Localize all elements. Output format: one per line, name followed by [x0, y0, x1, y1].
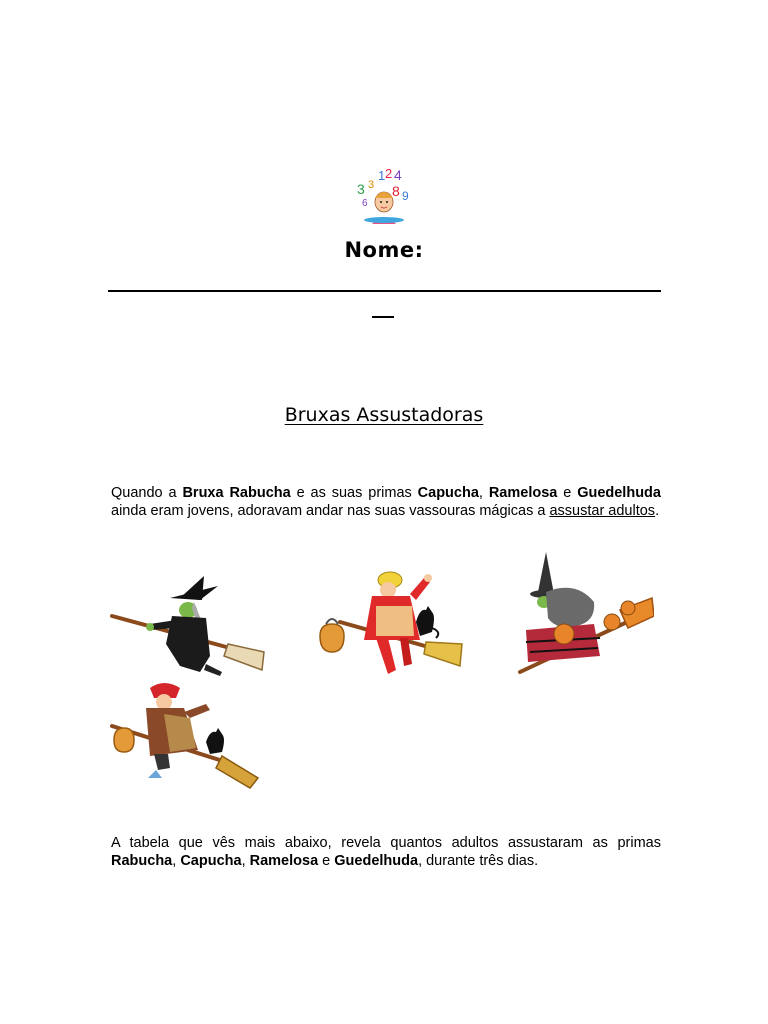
witch-brown-cat-broom-icon — [110, 678, 260, 790]
intro-paragraph: Quando a Bruxa Rabucha e as suas primas Capucha, Ramelosa e Guedelhuda ainda eram jovens, adoravam andar nas suas vassouras mágicas a assustar adultos. — [111, 485, 661, 519]
name-field-line — [108, 290, 661, 292]
svg-text:3: 3 — [368, 179, 375, 191]
numbers-girl-icon — [354, 166, 414, 224]
witch-red-dress-cat-broom-icon — [316, 566, 464, 678]
svg-text:3: 3 — [357, 181, 365, 197]
worksheet-title: Bruxas Assustadoras — [284, 404, 484, 426]
svg-text:9: 9 — [402, 189, 409, 203]
svg-text:4: 4 — [394, 167, 402, 183]
name-label: Nome: — [344, 238, 424, 262]
svg-text:8: 8 — [392, 183, 400, 199]
table-intro-paragraph: A tabela que vês mais abaixo, revela quantos adultos assustaram as primas Rabucha, Capucha, Ramelosa e Guedelhuda, durante três dias. — [111, 835, 661, 869]
svg-text:2: 2 — [385, 166, 393, 181]
svg-text:1: 1 — [378, 168, 386, 183]
witch-black-hat-broom-icon — [110, 572, 268, 680]
witch-grey-pumpkin-broom-icon — [516, 552, 654, 678]
svg-text:6: 6 — [362, 198, 368, 209]
name-field-line-continuation — [372, 316, 394, 318]
